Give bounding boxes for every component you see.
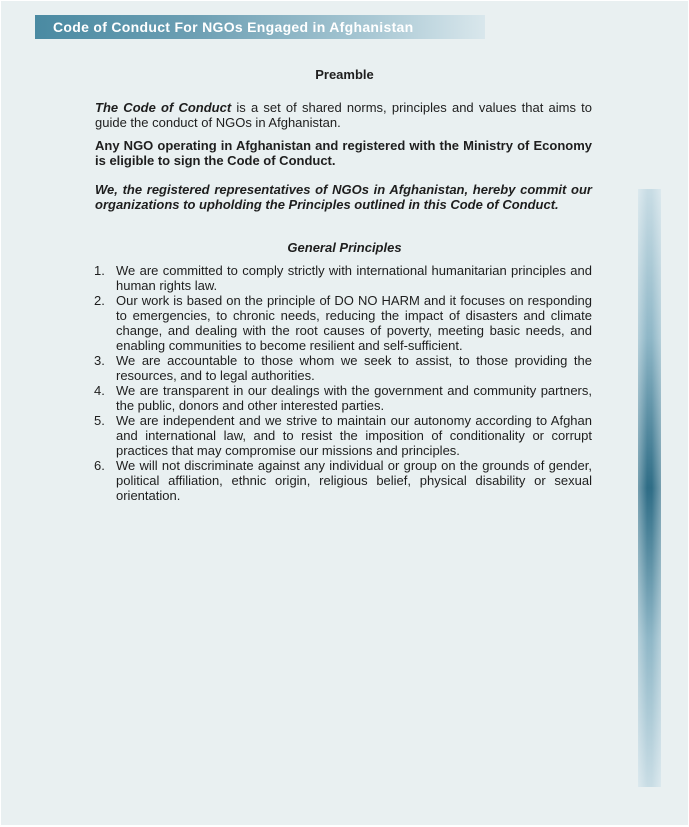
preamble-heading: Preamble [315, 67, 374, 82]
principle-number: 1. [94, 263, 105, 278]
principle-number: 2. [94, 293, 105, 308]
principle-number: 4. [94, 383, 105, 398]
general-principles-heading: General Principles [287, 240, 402, 255]
decorative-side-bar [638, 189, 661, 787]
principle-text: Our work is based on the principle of DO NO HARM and it focuses on responding to emergencies, to chronic needs, reducing the impact of disasters and climate change, and dealing with the root causes of poverty, meeting basic needs, and enabling communities to become resilient and self-sufficient. [116, 293, 592, 353]
principles-list [94, 263, 592, 503]
principle-item [94, 458, 592, 503]
principle-item [94, 263, 592, 293]
principle-item [94, 413, 592, 458]
commitment-paragraph: We, the registered representatives of NGOs in Afghanistan, hereby commit our organizations to upholding the Principles outlined in this Code of Conduct. [95, 182, 592, 212]
principle-number: 6. [94, 458, 105, 473]
principle-text: We are transparent in our dealings with the government and community partners, the public, donors and other interested parties. [116, 383, 592, 413]
principle-number: 3. [94, 353, 105, 368]
header-band [35, 15, 485, 39]
principle-number: 5. [94, 413, 105, 428]
principle-item [94, 293, 592, 353]
principle-text: We are committed to comply strictly with international humanitarian principles and human rights law. [116, 263, 592, 293]
principle-text: We will not discriminate against any individual or group on the grounds of gender, political affiliation, ethnic origin, religious belief, physical disability or sexual orientation. [116, 458, 592, 503]
principle-item [94, 353, 592, 383]
eligibility-paragraph: Any NGO operating in Afghanistan and registered with the Ministry of Economy is eligible to sign the Code of Conduct. [95, 138, 592, 168]
document-page [1, 1, 688, 825]
code-of-conduct-lead: The Code of Conduct [95, 100, 232, 115]
preamble-paragraph-1-text: is a set of shared norms, principles and values that aims to guide the conduct of NGOs in Afghanistan. [95, 100, 592, 130]
principle-text: We are accountable to those whom we seek to assist, to those providing the resources, and to legal authorities. [116, 353, 592, 383]
principle-item [94, 383, 592, 413]
document-title: Code of Conduct For NGOs Engaged in Afghanistan [53, 19, 414, 35]
principle-text: We are independent and we strive to maintain our autonomy according to Afghan and international law, and to resist the imposition of conditionality or corrupt practices that may compromise our missions and principles. [116, 413, 592, 458]
preamble-paragraph-1 [95, 100, 592, 130]
